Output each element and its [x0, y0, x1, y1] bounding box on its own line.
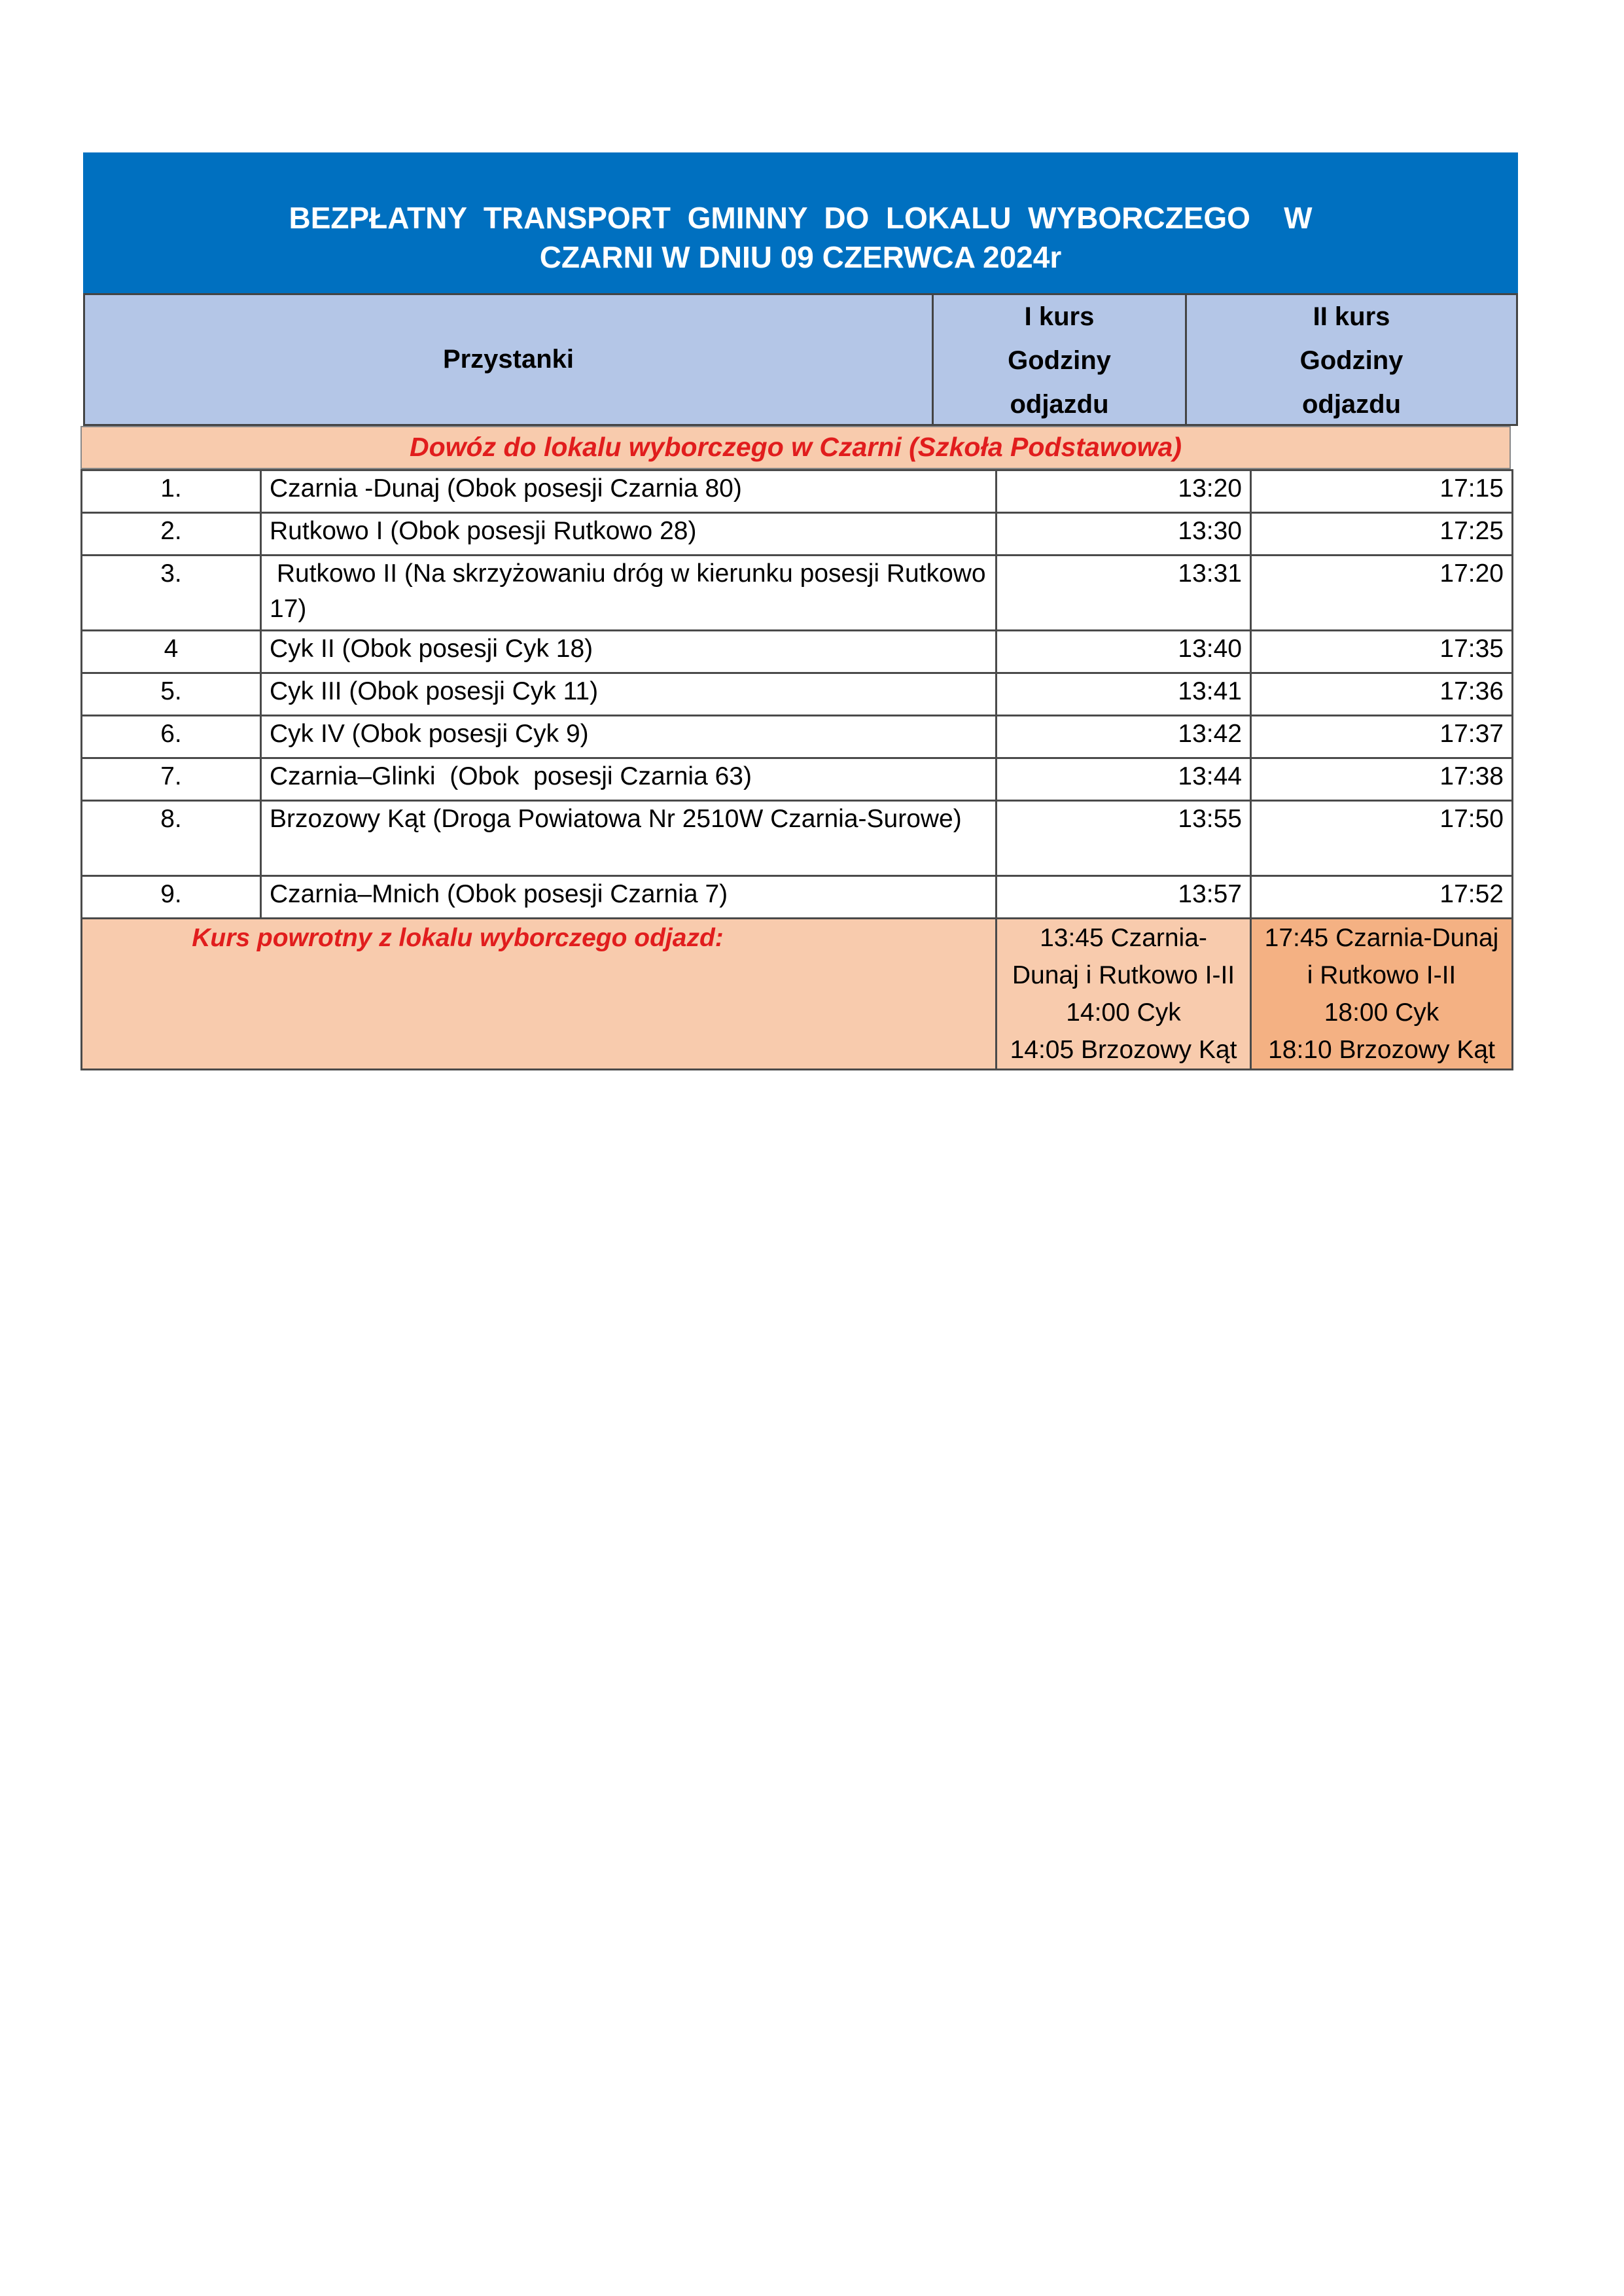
time-course-1: 13:44	[997, 758, 1251, 801]
row-number: 7.	[82, 758, 261, 801]
time-course-2: 17:36	[1251, 673, 1513, 716]
time-course-1: 13:30	[997, 513, 1251, 556]
time-course-2: 17:52	[1251, 876, 1513, 919]
return-course-2-line: i Rutkowo I-II	[1307, 961, 1456, 989]
time-course-2: 17:37	[1251, 716, 1513, 758]
return-course-2-line: 17:45 Czarnia-Dunaj	[1264, 924, 1499, 952]
row-number: 9.	[82, 876, 261, 919]
time-course-2: 17:25	[1251, 513, 1513, 556]
table-row	[82, 631, 1513, 673]
header-stops-label: Przystanki	[442, 345, 574, 374]
header-course-2-line: odjazdu	[1301, 390, 1402, 419]
table-row	[82, 673, 1513, 716]
time-course-1: 13:40	[997, 631, 1251, 673]
header-course-2-line: II kurs	[1313, 302, 1390, 331]
return-course-1-line: 14:00 Cyk	[1066, 998, 1181, 1027]
row-number: 2.	[82, 513, 261, 556]
header-course-2	[1185, 293, 1518, 426]
timetable	[80, 469, 1513, 1070]
return-course-2-line: 18:00 Cyk	[1324, 998, 1439, 1027]
stop-name: Czarnia–Glinki (Obok posesji Czarnia 63)	[261, 758, 997, 801]
title-line-1: BEZPŁATNY TRANSPORT GMINNY DO LOKALU WYBORCZEGO W	[289, 201, 1313, 235]
row-number: 1.	[82, 470, 261, 513]
stop-name: Cyk II (Obok posesji Cyk 18)	[261, 631, 997, 673]
stop-name: Czarnia -Dunaj (Obok posesji Czarnia 80)	[261, 470, 997, 513]
return-course-1-line: 14:05 Brzozowy Kąt	[1010, 1036, 1237, 1064]
row-number: 4	[82, 631, 261, 673]
return-course-1-line: 13:45 Czarnia-	[1040, 924, 1207, 952]
return-course-2-line: 18:10 Brzozowy Kąt	[1268, 1036, 1495, 1064]
header-course-1	[932, 293, 1187, 426]
time-course-2: 17:38	[1251, 758, 1513, 801]
stop-name: Brzozowy Kąt (Droga Powiatowa Nr 2510W Czarnia-Surowe)	[261, 801, 997, 876]
header-course-1-line: odjazdu	[1010, 390, 1109, 419]
return-row	[82, 919, 1513, 1070]
time-course-1: 13:41	[997, 673, 1251, 716]
header-course-1-line: Godziny	[1008, 346, 1111, 375]
row-number: 5.	[82, 673, 261, 716]
stop-name: Cyk IV (Obok posesji Cyk 9)	[261, 716, 997, 758]
stop-name: Rutkowo II (Na skrzyżowaniu dróg w kierunku posesji Rutkowo 17)	[261, 556, 997, 631]
section-title: Dowóz do lokalu wyborczego w Czarni (Szkoła Podstawowa)	[80, 426, 1511, 469]
table-row	[82, 758, 1513, 801]
table-row	[82, 801, 1513, 876]
header-course-1-line: I kurs	[1024, 302, 1095, 331]
header-stops	[83, 293, 934, 426]
table-row	[82, 716, 1513, 758]
time-course-2: 17:15	[1251, 470, 1513, 513]
return-course-1	[997, 919, 1251, 1070]
time-course-1: 13:55	[997, 801, 1251, 876]
stop-name: Cyk III (Obok posesji Cyk 11)	[261, 673, 997, 716]
return-course-1-line: Dunaj i Rutkowo I-II	[1012, 961, 1235, 989]
title-line-2: CZARNI W DNIU 09 CZERWCA 2024r	[539, 240, 1062, 274]
time-course-1: 13:20	[997, 470, 1251, 513]
time-course-2: 17:35	[1251, 631, 1513, 673]
table-row	[82, 876, 1513, 919]
time-course-1: 13:31	[997, 556, 1251, 631]
time-course-1: 13:42	[997, 716, 1251, 758]
table-row	[82, 513, 1513, 556]
stop-name: Czarnia–Mnich (Obok posesji Czarnia 7)	[261, 876, 997, 919]
return-label: Kurs powrotny z lokalu wyborczego odjazd:	[82, 919, 997, 1070]
time-course-2: 17:20	[1251, 556, 1513, 631]
return-course-2	[1251, 919, 1513, 1070]
stop-name: Rutkowo I (Obok posesji Rutkowo 28)	[261, 513, 997, 556]
row-number: 3.	[82, 556, 261, 631]
table-row	[82, 470, 1513, 513]
header-course-2-line: Godziny	[1299, 346, 1403, 375]
table-row	[82, 556, 1513, 631]
time-course-2: 17:50	[1251, 801, 1513, 876]
row-number: 6.	[82, 716, 261, 758]
title-banner	[83, 152, 1518, 293]
time-course-1: 13:57	[997, 876, 1251, 919]
row-number: 8.	[82, 801, 261, 876]
